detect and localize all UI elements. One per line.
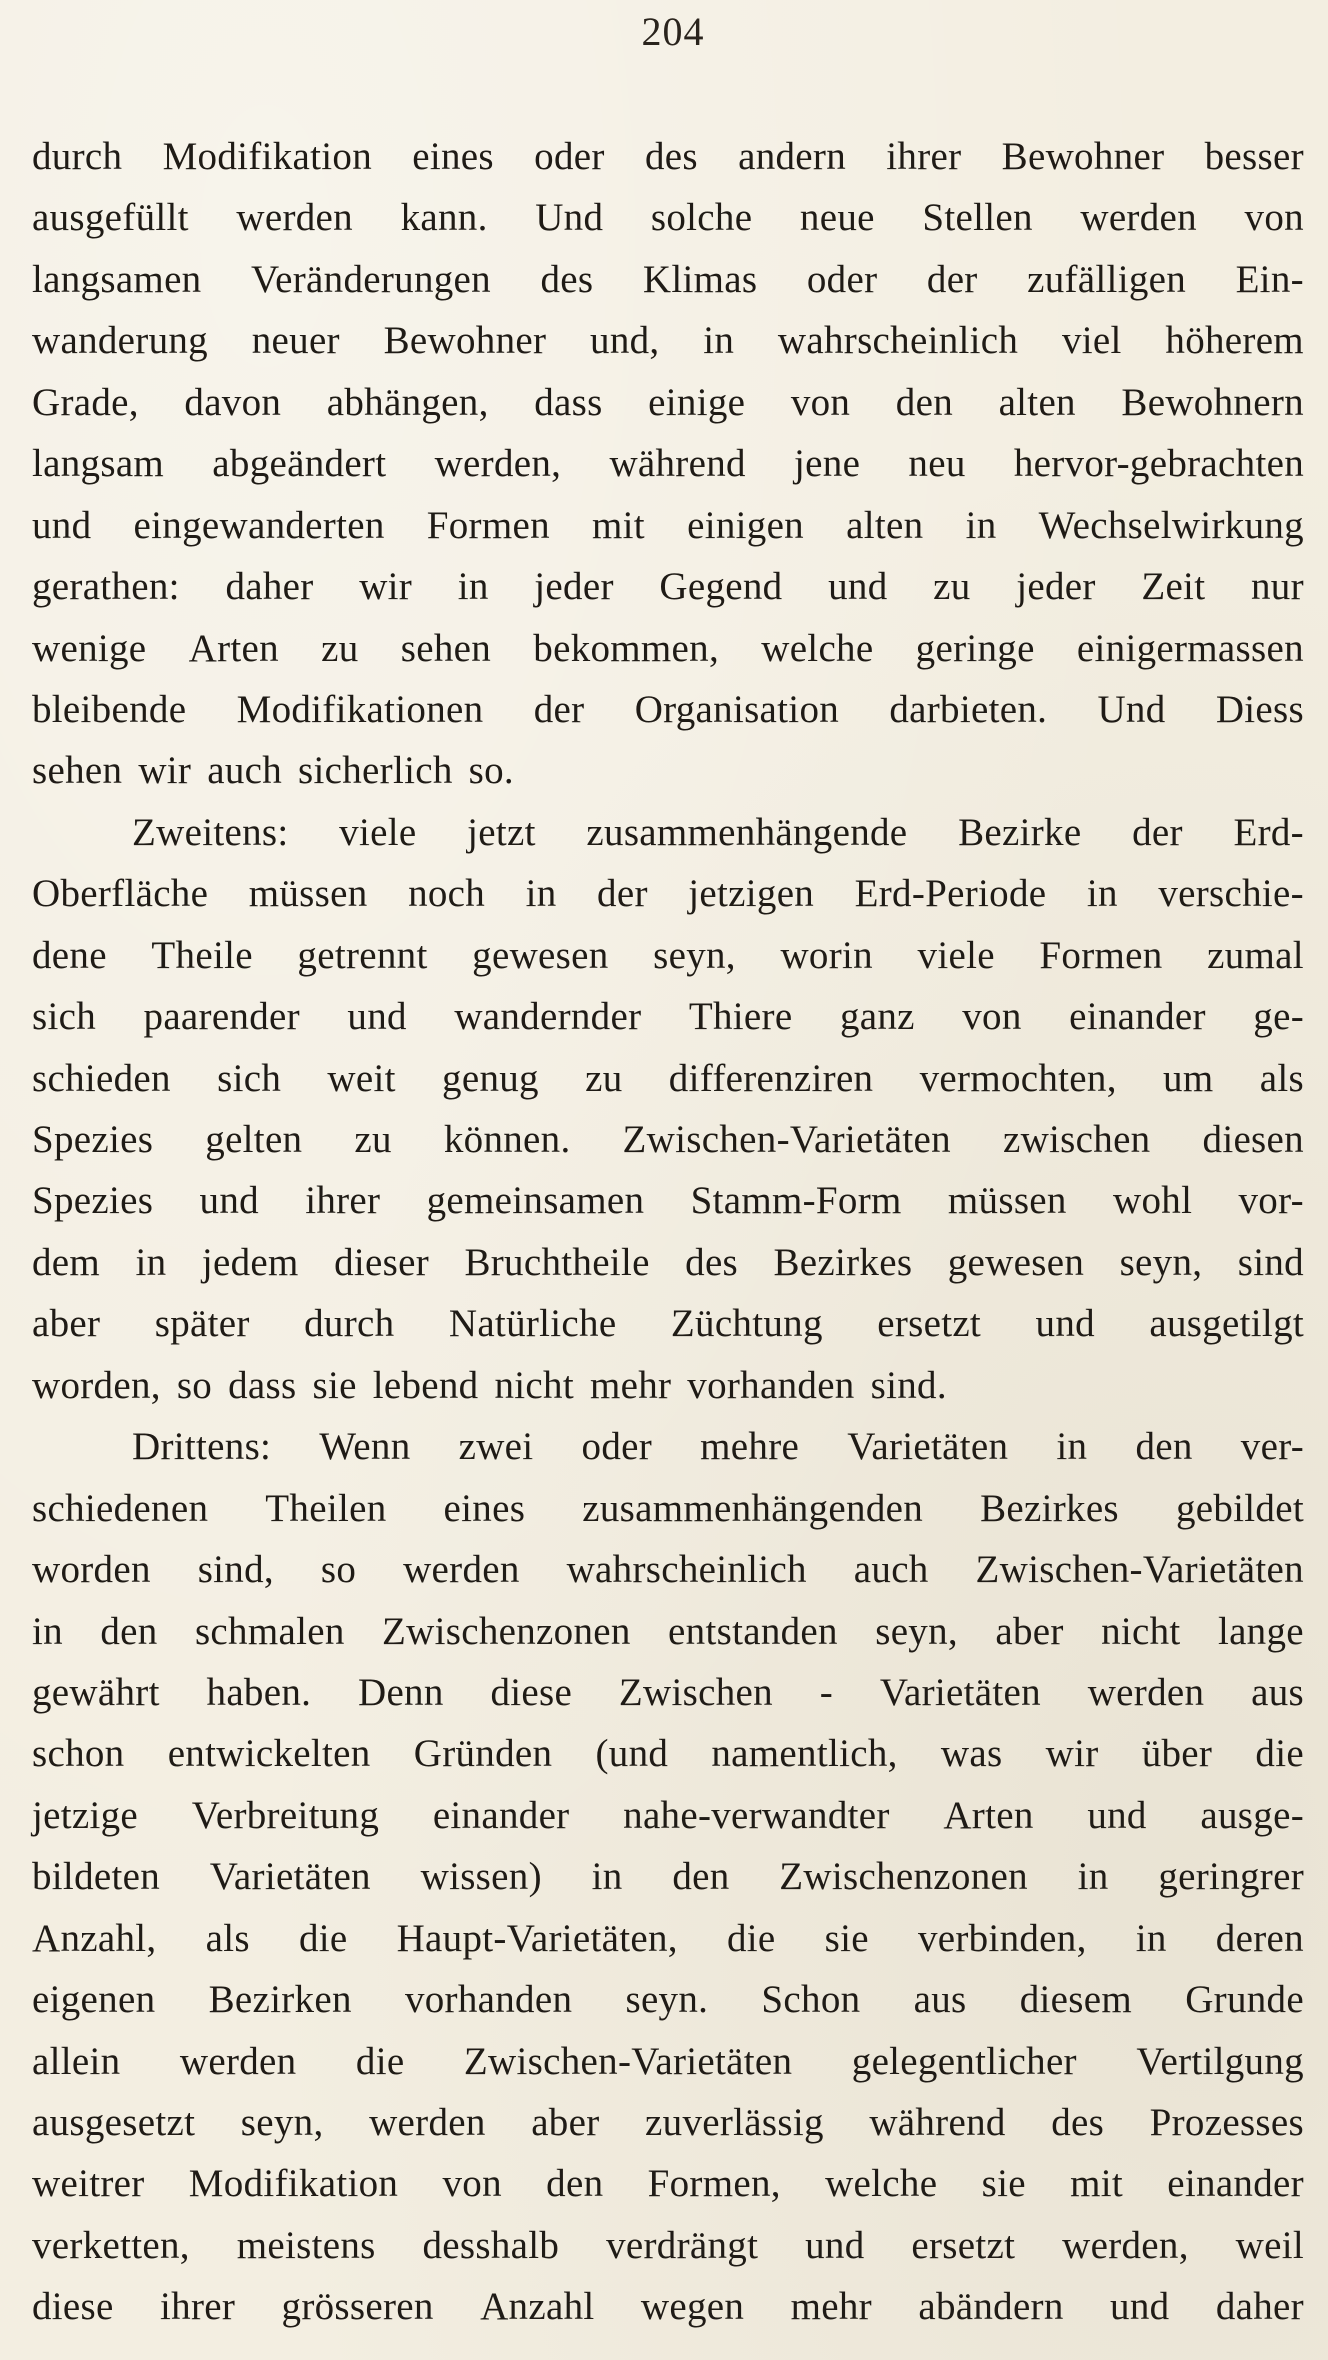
text-line: weitrer Modifikation von den Formen, welche sie mit einander	[32, 2162, 1304, 2206]
text-line: langsamen Veränderungen des Klimas oder der zufälligen Ein-	[32, 257, 1304, 301]
text-line: worden, so dass sie lebend nicht mehr vorhanden sind.	[32, 1363, 947, 1407]
text-line: bildeten Varietäten wissen) in den Zwischenzonen in geringrer	[32, 1855, 1304, 1899]
text-line: schiedenen Theilen eines zusammenhängenden Bezirkes gebildet	[32, 1486, 1304, 1530]
text-line: schieden sich weit genug zu differenziren vermochten, um als	[32, 1056, 1304, 1100]
text-line: verketten, meistens desshalb verdrängt und ersetzt werden, weil	[32, 2223, 1304, 2267]
text-line: wanderung neuer Bewohner und, in wahrscheinlich viel höherem	[32, 319, 1304, 363]
text-line: Drittens: Wenn zwei oder mehre Varietäten in den ver-	[132, 1425, 1304, 1469]
text-line: schon entwickelten Gründen (und namentlich, was wir über die	[32, 1732, 1304, 1776]
text-line: wenige Arten zu sehen bekommen, welche geringe einigermassen	[32, 626, 1304, 670]
text-line: in den schmalen Zwischenzonen entstanden seyn, aber nicht lange	[32, 1609, 1304, 1653]
text-line: Anzahl, als die Haupt-Varietäten, die sie verbinden, in deren	[32, 1916, 1304, 1960]
text-line: ausgesetzt seyn, werden aber zuverlässig während des Prozesses	[32, 2101, 1304, 2144]
text-line: gerathen: daher wir in jeder Gegend und zu jeder Zeit nur	[32, 565, 1304, 609]
text-line: dem in jedem dieser Bruchtheile des Bezirkes gewesen seyn, sind	[32, 1240, 1304, 1284]
text-line: bleibende Modifikationen der Organisation darbieten. Und Diess	[32, 687, 1304, 731]
text-line: worden sind, so werden wahrscheinlich auch Zwischen-Varietäten	[32, 1548, 1304, 1592]
text-line: sich paarender und wandernder Thiere ganz von einander ge-	[32, 995, 1304, 1039]
text-line: Spezies und ihrer gemeinsamen Stamm-Form müssen wohl vor-	[32, 1179, 1304, 1223]
text-line: diese ihrer grösseren Anzahl wegen mehr abändern und daher	[32, 2285, 1304, 2329]
text-line: durch Modifikation eines oder des andern ihrer Bewohner besser	[32, 135, 1304, 178]
text-line: allein werden die Zwischen-Varietäten gelegentlicher Vertilgung	[32, 2039, 1304, 2083]
text-line: sehen wir auch sicherlich so.	[32, 749, 514, 793]
page-number: 204	[641, 9, 705, 54]
text-line: jetzige Verbreitung einander nahe-verwandter Arten und ausge-	[32, 1793, 1304, 1837]
text-line: Spezies gelten zu können. Zwischen-Varietäten zwischen diesen	[32, 1118, 1304, 1161]
text-line: und eingewanderten Formen mit einigen alten in Wechselwirkung	[32, 503, 1304, 547]
body-text	[32, 126, 1304, 2338]
text-line: Zweitens: viele jetzt zusammenhängende Bezirke der Erd-	[132, 810, 1304, 854]
text-line: langsam abgeändert werden, während jene neu hervor-gebrachten	[32, 442, 1304, 486]
text-line: aber später durch Natürliche Züchtung ersetzt und ausgetilgt	[32, 1302, 1304, 1346]
text-line: eigenen Bezirken vorhanden seyn. Schon aus diesem Grunde	[32, 1978, 1304, 2022]
text-line: Grade, davon abhängen, dass einige von den alten Bewohnern	[32, 380, 1304, 424]
text-line: ausgefüllt werden kann. Und solche neue Stellen werden von	[32, 196, 1304, 240]
text-line: gewährt haben. Denn diese Zwischen - Varietäten werden aus	[32, 1670, 1304, 1714]
text-line: Oberfläche müssen noch in der jetzigen Erd-Periode in verschie-	[32, 872, 1304, 916]
text-line: dene Theile getrennt gewesen seyn, worin viele Formen zumal	[32, 933, 1304, 977]
